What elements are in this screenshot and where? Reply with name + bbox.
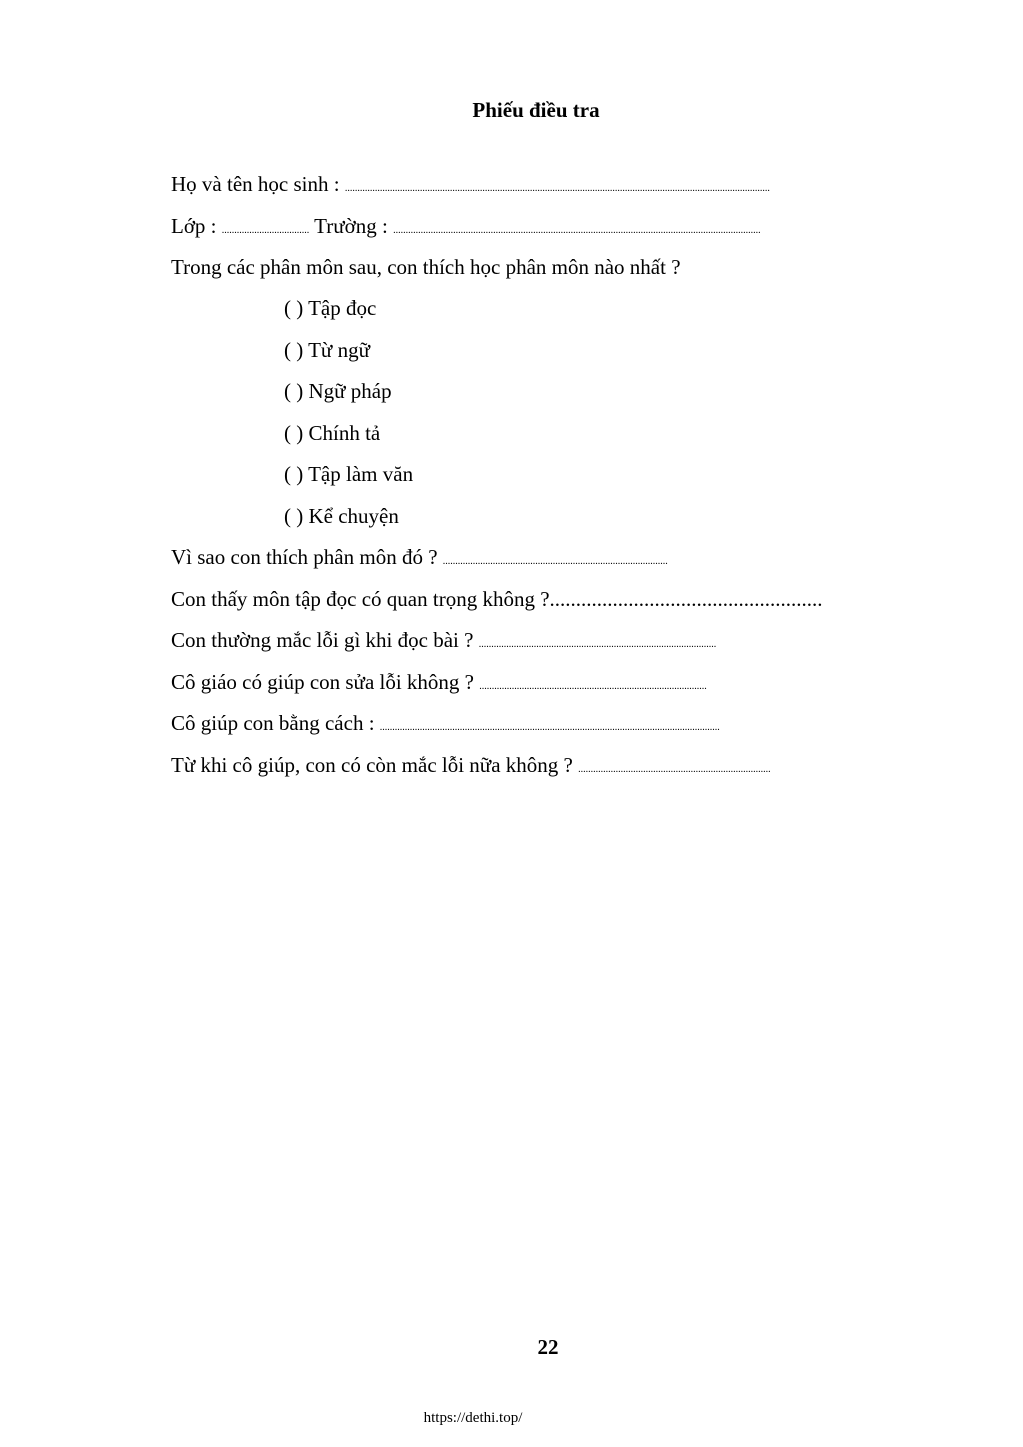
- question-importance: [171, 585, 823, 613]
- answer-dots: ...............................................................................................: [478, 639, 717, 650]
- school-label: Trường :: [314, 214, 388, 238]
- class-school-line: [171, 212, 761, 245]
- option-chinh-ta: ( ) Chính tả: [284, 421, 381, 445]
- question-text: Từ khi cô giúp, con có còn mắc lỗi nữa không ?: [171, 753, 573, 777]
- answer-dots: ....................................................: [549, 587, 823, 611]
- option-ngu-phap: ( ) Ngữ pháp: [284, 379, 392, 403]
- option-tu-ngu: ( ) Từ ngữ: [284, 338, 370, 362]
- footer-url[interactable]: https://dethi.top/: [423, 1410, 523, 1426]
- question-text: Con thường mắc lỗi gì khi đọc bài ?: [171, 628, 474, 652]
- school-dots: ...................................................................................................................................................: [393, 225, 761, 236]
- page-number: 22: [537, 1335, 559, 1359]
- question-text: Vì sao con thích phân môn đó ?: [171, 545, 438, 569]
- class-dots: ...................................: [221, 225, 310, 236]
- answer-dots: ...........................................................................................: [479, 681, 707, 692]
- question-favorite-subject: Trong các phân môn sau, con thích học phân môn nào nhất ?: [171, 255, 681, 279]
- option-tap-lam-van: ( ) Tập làm văn: [284, 462, 414, 486]
- option-tap-doc: ( ) Tập đọc: [284, 296, 377, 320]
- student-name-line: [171, 170, 770, 203]
- question-help-method: [171, 709, 720, 742]
- option-ke-chuyen: ( ) Kể chuyện: [284, 504, 399, 528]
- question-text: Cô giáo có giúp con sửa lỗi không ?: [171, 670, 475, 694]
- question-still-mistakes: [171, 751, 771, 784]
- question-text: Cô giúp con bằng cách :: [171, 711, 375, 735]
- class-label: Lớp :: [171, 214, 217, 238]
- student-name-dots: ..........................................................................................................................................................................: [344, 183, 770, 194]
- question-why: [171, 543, 668, 576]
- question-text: Con thấy môn tập đọc có quan trọng không ?: [171, 587, 550, 611]
- question-mistakes: [171, 626, 716, 659]
- answer-dots: ..........................................................................................: [442, 556, 668, 567]
- student-name-label: Họ và tên học sinh :: [171, 172, 340, 196]
- answer-dots: ........................................................................................................................................: [379, 722, 720, 733]
- question-teacher-help: [171, 668, 707, 701]
- answer-dots: .............................................................................: [578, 764, 771, 775]
- page-title: Phiếu điều tra: [472, 98, 600, 122]
